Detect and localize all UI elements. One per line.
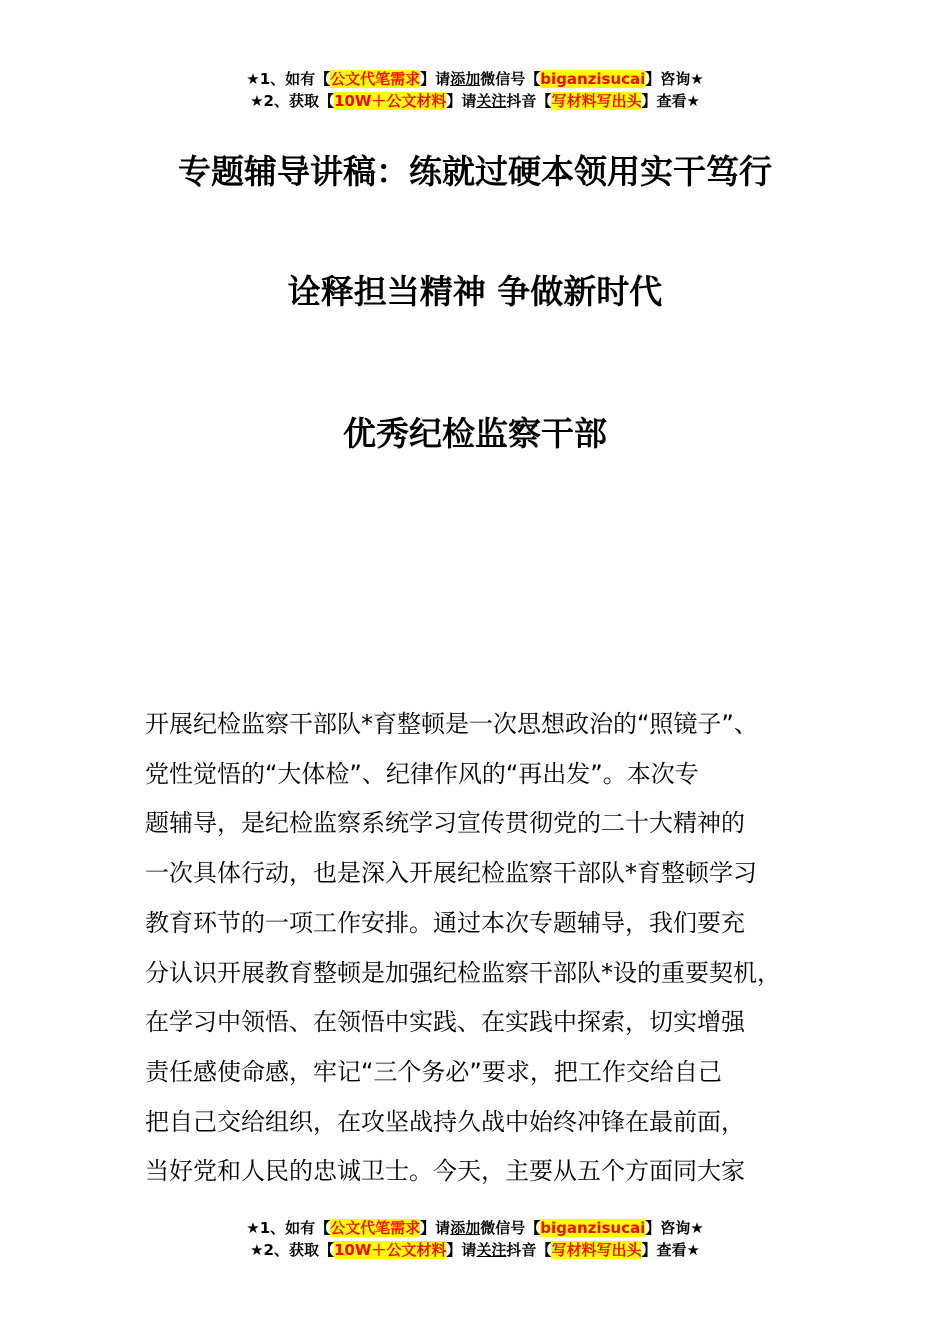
footer-ad <box>0 1217 950 1261</box>
header-ad-1-prefix: ★1、如有【 <box>246 70 331 88</box>
body-line: 当好党和人民的忠诚卫士。今天，主要从五个方面同大家 <box>145 1157 745 1186</box>
document-title-line-3: 优秀纪检监察干部 <box>343 414 607 453</box>
footer-ad-2-text-2: 抖音【 <box>506 1241 552 1259</box>
footer-ad-line-2 <box>0 1239 950 1261</box>
header-ad-1-suffix: 】咨询★ <box>645 70 704 88</box>
header-ad-1-underline: 添加 <box>450 70 481 88</box>
footer-ad-line-1 <box>0 1217 950 1239</box>
footer-ad-1-text: 】请 <box>420 1219 451 1237</box>
header-ad-1-text-2: 微信号【 <box>480 70 541 88</box>
body-line: 一次具体行动，也是深入开展纪检监察干部队*育整顿学习 <box>145 859 757 888</box>
header-ad-1-highlight-service: 公文代笔需求 <box>330 70 421 88</box>
footer-ad-1-highlight-wechat: biganzisucai <box>540 1219 646 1237</box>
body-line: 开展纪检监察干部队*育整顿是一次思想政治的“照镜子”、 <box>145 710 758 738</box>
footer-ad-1-underline: 添加 <box>450 1219 481 1237</box>
header-ad-2-highlight-materials: 10W＋公文材料 <box>333 92 447 110</box>
header-ad-line-1 <box>0 68 950 90</box>
body-line: 教育环节的一项工作安排。通过本次专题辅导，我们要充 <box>145 908 745 937</box>
header-ad-1-text: 】请 <box>420 70 451 88</box>
body-line: 把自己交给组织，在攻坚战持久战中始终冲锋在最前面， <box>145 1107 745 1136</box>
document-title-line-1: 专题辅导讲稿：练就过硬本领用实干笃行 <box>178 152 772 191</box>
body-line: 分认识开展教育整顿是加强纪检监察干部队*设的重要契机， <box>145 958 781 987</box>
header-ad-2-underline: 关注 <box>476 92 507 110</box>
footer-ad-2-highlight-materials: 10W＋公文材料 <box>333 1241 447 1259</box>
footer-ad-1-suffix: 】咨询★ <box>645 1219 704 1237</box>
header-ad-2-prefix: ★2、获取【 <box>250 92 334 110</box>
header-ad-2-text-2: 抖音【 <box>506 92 552 110</box>
footer-ad-2-underline: 关注 <box>476 1241 507 1259</box>
footer-ad-2-text: 】请 <box>446 1241 477 1259</box>
footer-ad-2-highlight-douyin: 写材料写出头 <box>551 1241 642 1259</box>
header-ad-2-text: 】请 <box>446 92 477 110</box>
header-ad-line-2 <box>0 90 950 112</box>
footer-ad-1-text-2: 微信号【 <box>480 1219 541 1237</box>
footer-ad-1-highlight-service: 公文代笔需求 <box>330 1219 421 1237</box>
document-title-line-2: 诠释担当精神 争做新时代 <box>287 272 663 311</box>
header-ad-2-suffix: 】查看★ <box>641 92 700 110</box>
header-ad <box>0 68 950 112</box>
body-line: 在学习中领悟、在领悟中实践、在实践中探索，切实增强 <box>145 1008 745 1037</box>
body-line: 题辅导，是纪检监察系统学习宣传贯彻党的二十大精神的 <box>145 809 745 838</box>
body-paragraph <box>145 700 835 1197</box>
header-ad-2-highlight-douyin: 写材料写出头 <box>551 92 642 110</box>
body-line: 责任感使命感，牢记“三个务必”要求，把工作交给自己 <box>145 1057 722 1086</box>
body-line: 党性觉悟的“大体检”、纪律作风的“再出发”。本次专 <box>145 759 699 788</box>
footer-ad-1-prefix: ★1、如有【 <box>246 1219 331 1237</box>
header-ad-1-highlight-wechat: biganzisucai <box>540 70 646 88</box>
footer-ad-2-suffix: 】查看★ <box>641 1241 700 1259</box>
footer-ad-2-prefix: ★2、获取【 <box>250 1241 334 1259</box>
